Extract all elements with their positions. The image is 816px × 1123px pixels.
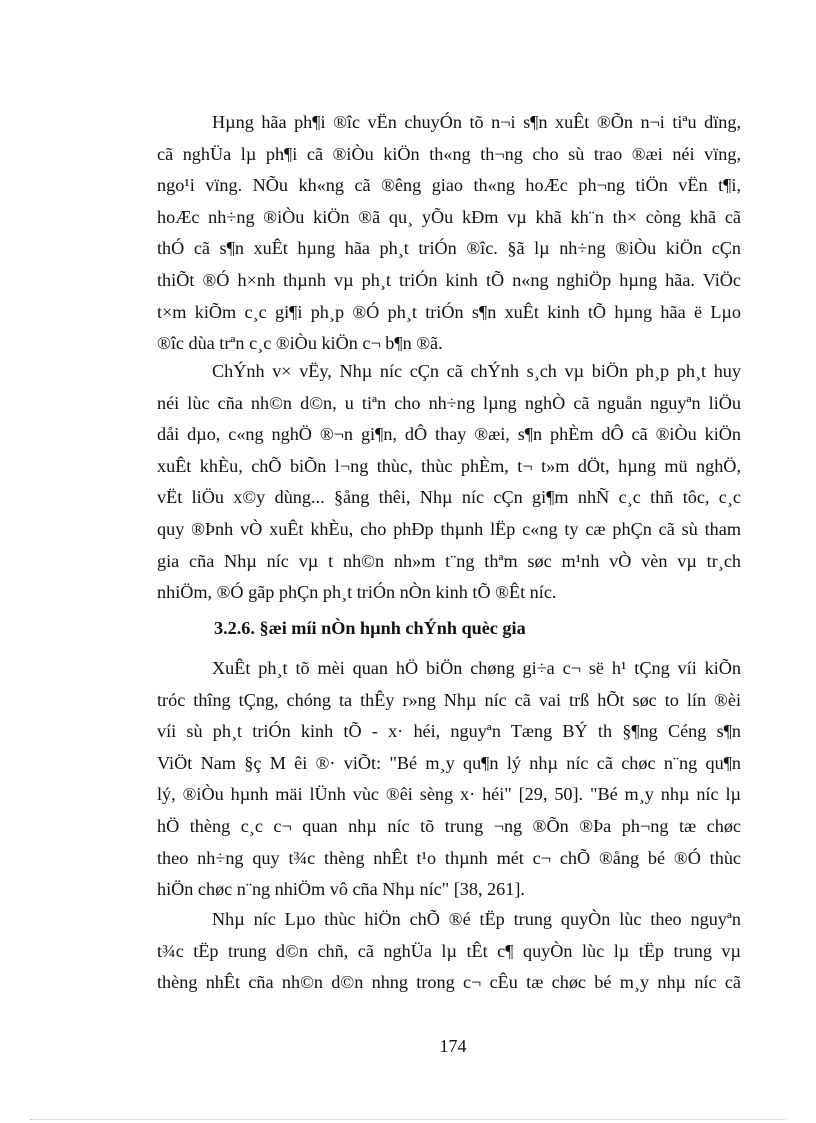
- text-line: dåi dµo, c«ng nghÖ ®¬n gi¶n, dÔ thay ®æi, s¶n phÈm dÔ cã ®iÒu kiÖn: [157, 424, 741, 445]
- text-line: néi lùc cña nh©n d©n, u tiªn cho nh÷ng lµng nghÒ cã nguån nguyªn liÖu: [157, 392, 741, 413]
- text-line: gia cña Nhµ níc vµ t nh©n nh»m t¨ng thªm søc m¹nh vÒ vèn vµ tr¸ch: [157, 550, 741, 571]
- text-line: thiÕt ®Ó h×nh thµnh vµ ph¸t triÓn kinh tÕ n«ng nghiÖp hµng hãa. ViÖc: [157, 269, 741, 290]
- text-line: tróc thîng tÇng, chóng ta thÊy r»ng Nhµ níc cã vai trß hÕt søc to lín ®èi: [157, 689, 741, 710]
- text-line: lý, ®iÒu hµnh mäi lÜnh vùc ®êi sèng x· héi" [29, 50]. "Bé m¸y nhµ níc lµ: [157, 784, 741, 805]
- text-line: Hµng hãa ph¶i ®îc vËn chuyÓn tõ n¬i s¶n xuÊt ®Õn n¬i tiªu dïng,: [212, 112, 741, 132]
- page-number: 174: [439, 1036, 467, 1056]
- paragraph-goods-transport: [157, 107, 741, 360]
- text-line: víi sù ph¸t triÓn kinh tÕ - x· héi, nguyªn Tæng BÝ th §¶ng Céng s¶n: [157, 721, 741, 742]
- text-line: vËt liÖu x©y dùng... §ång thêi, Nhµ níc cÇn gi¶m nhÑ c¸c thñ tôc, c¸c: [157, 487, 741, 508]
- text-line: ViÖt Nam §ç M êi ®· viÕt: "Bé m¸y qu¶n lý nhµ níc cã chøc n¨ng qu¶n: [157, 752, 741, 773]
- paragraph-state-policy: [157, 356, 741, 609]
- text-line: t×m kiÕm c¸c gi¶i ph¸p ®Ó ph¸t triÓn s¶n xuÊt kinh tÕ hµng hãa ë Lµo: [157, 301, 741, 322]
- text-line: hoÆc nh÷ng ®iÒu kiÖn ®ã qu¸ yÕu kÐm vµ khã kh¨n th× còng khã cã: [157, 206, 741, 227]
- text-line: Nhµ níc Lµo thùc hiÖn chÕ ®é tËp trung quyÒn lùc theo nguyªn: [212, 909, 741, 929]
- text-line: t¾c tËp trung d©n chñ, cã nghÜa lµ tÊt c¶ quyÒn lùc lµ tËp trung vµ: [157, 940, 741, 961]
- text-line: ChÝnh v× vËy, Nhµ níc cÇn cã chÝnh s¸ch vµ biÖn ph¸p ph¸t huy: [212, 361, 741, 381]
- text-line: ®îc dùa trªn c¸c ®iÒu kiÖn c¬ b¶n ®ã.: [157, 333, 443, 354]
- text-line: ngo¹i vïng. NÕu kh«ng cã ®êng giao th«ng hoÆc ph¬ng tiÖn vËn t¶i,: [157, 175, 741, 196]
- text-line: thèng nhÊt cña nh©n d©n nhng trong c¬ cÊu tæ chøc bé m¸y nhµ níc cã: [157, 972, 741, 993]
- footer-divider: [30, 1119, 786, 1120]
- paragraph-lao-state: [157, 904, 741, 999]
- text-line: xuÊt khÈu, chÕ biÕn l¬ng thùc, thùc phÈm, t¬ t»m dÖt, hµng mü nghÖ,: [157, 455, 741, 476]
- text-line: thÓ cã s¶n xuÊt hµng hãa ph¸t triÓn ®îc. §ã lµ nh÷ng ®iÒu kiÖn cÇn: [157, 238, 741, 259]
- text-line: quy ®Þnh vÒ xuÊt khÈu, cho phÐp thµnh lËp c«ng ty cæ phÇn cã sù tham: [157, 518, 741, 539]
- text-line: hiÖn chøc n¨ng nhiÖm vô cña Nhµ níc" [38, 261].: [157, 879, 525, 900]
- section-heading: 3.2.6. §æi míi nÒn hµnh chÝnh quèc gia: [214, 618, 526, 638]
- text-line: XuÊt ph¸t tõ mèi quan hÖ biÖn chøng gi÷a c¬ së h¹ tÇng víi kiÕn: [212, 658, 741, 678]
- text-line: theo nh÷ng quy t¾c thèng nhÊt t¹o thµnh mét c¬ chÕ ®ång bé ®Ó thùc: [157, 847, 741, 868]
- text-line: cã nghÜa lµ ph¶i cã ®iÒu kiÖn th«ng th¬ng cho sù trao ®æi néi vïng,: [157, 143, 741, 164]
- text-line: hÖ thèng c¸c c¬ quan nhµ níc tõ trung ¬ng ®Õn ®Þa ph¬ng tæ chøc: [157, 815, 741, 836]
- text-line: nhiÖm, ®Ó gãp phÇn ph¸t triÓn nÒn kinh tÕ ®Êt níc.: [157, 582, 557, 603]
- paragraph-state-role: [157, 653, 741, 906]
